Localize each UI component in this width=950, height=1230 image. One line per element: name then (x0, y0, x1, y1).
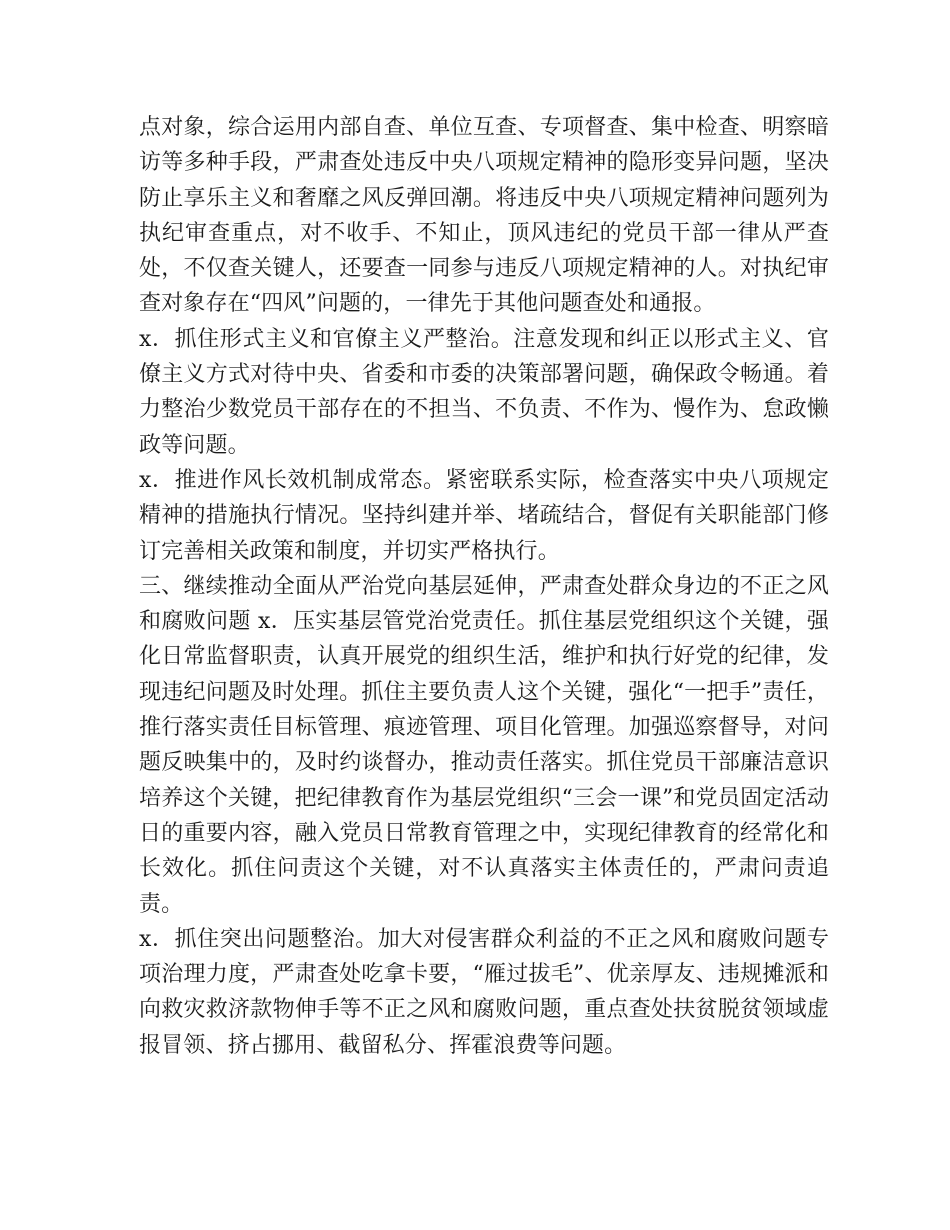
paragraph-4: 三、继续推动全面从严治党向基层延伸，严肃查处群众身边的不正之风和腐败问题 x．压实基层管党治党责任。抓住基层党组织这个关键，强化日常监督职责，认真开展党的组织生活，维护和执行好党的纪律，发现违纪问题及时处理。抓住主要负责人这个关键，强化“一把手”责任，推行落实责任目标管理、痕迹管理、项目化管理。加强巡察督导，对问题反映集中的，及时约谈督办，推动责任落实。抓住党员干部廉洁意识培养这个关键，把纪律教育作为基层党组织“三会一课”和党员固定活动日的重要内容，融入党员日常教育管理之中，实现纪律教育的经常化和长效化。抓住问责这个关键，对不认真落实主体责任的，严肃问责追责。 (139, 573, 829, 917)
paragraph-5: x．抓住突出问题整治。加大对侵害群众利益的不正之风和腐败问题专项治理力度，严肃查处吃拿卡要，“雁过拔毛”、优亲厚友、违规摊派和向救灾救济款物伸手等不正之风和腐败问题，重点查处扶贫脱贫领域虚报冒领、挤占挪用、截留私分、挥霍浪费等问题。 (139, 926, 829, 1058)
document-body (139, 110, 829, 1063)
paragraph-2: x．抓住形式主义和官僚主义严整治。注意发现和纠正以形式主义、官僚主义方式对待中央、省委和市委的决策部署问题，确保政令畅通。着力整治少数党员干部存在的不担当、不负责、不作为、慢作为、怠政懒政等问题。 (139, 326, 829, 458)
paragraph-3: x．推进作风长效机制成常态。紧密联系实际，检查落实中央八项规定精神的措施执行情况。坚持纠建并举、堵疏结合，督促有关职能部门修订完善相关政策和制度，并切实严格执行。 (139, 467, 829, 564)
paragraph-1: 点对象，综合运用内部自查、单位互查、专项督查、集中检查、明察暗访等多种手段，严肃查处违反中央八项规定精神的隐形变异问题，坚决防止享乐主义和奢靡之风反弹回潮。将违反中央八项规定精神问题列为执纪审查重点，对不收手、不知止，顶风违纪的党员干部一律从严查处，不仅查关键人，还要查一同参与违反八项规定精神的人。对执纪审查对象存在“四风”问题的，一律先于其他问题查处和通报。 (139, 115, 829, 317)
